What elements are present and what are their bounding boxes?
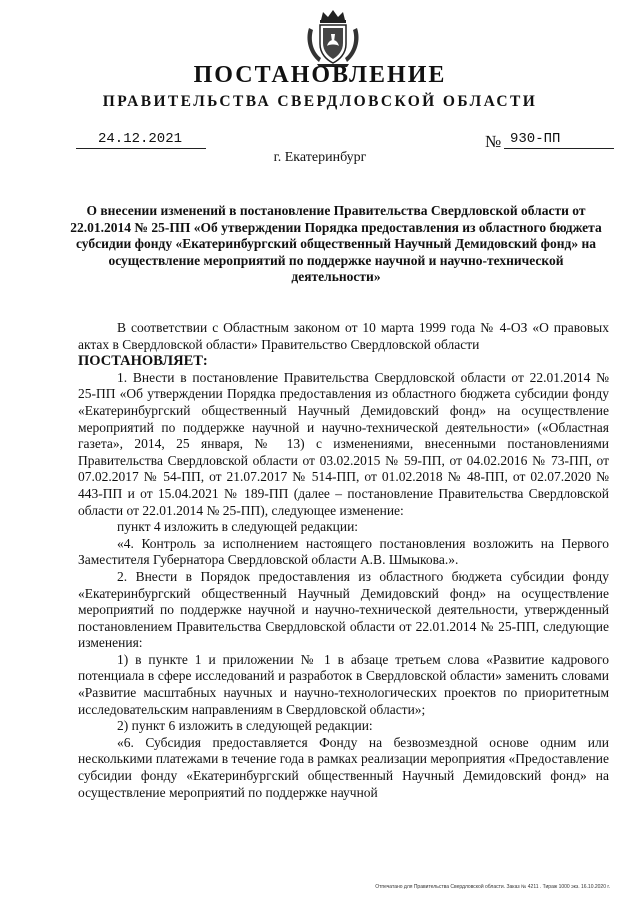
body-paragraph-6: 2) пункт 6 изложить в следующей редакции: [117, 718, 373, 734]
body-paragraph-4: 2. Внести в Порядок предоставления из областного бюджета субсидии фонду «Екатеринбургский общественный Научный Демидовский фонд» на осуществление мероприятий по поддержке научной и научно-технической деятельности, утвержденный постановлением Правительства Свердловской области от 22.01.2014 № 25-ПП, следующие изменения: [78, 568, 609, 651]
document-title: ПОСТАНОВЛЕНИЕ [193, 62, 447, 88]
body-paragraph-3: «4. Контроль за исполнением настоящего постановления возложить на Первого Заместителя Губернатора Свердловской области А.В. Шмыкова.». [78, 535, 609, 568]
body-paragraph-2: пункт 4 изложить в следующей редакции: [117, 519, 359, 535]
document-body [78, 320, 609, 801]
document-subtitle: ПРАВИТЕЛЬСТВА СВЕРДЛОВСКОЙ ОБЛАСТИ [102, 93, 538, 110]
body-paragraph-7: «6. Субсидия предоставляется Фонду на безвозмездной основе одним или несколькими платежами в течение года в рамках реализации мероприятия «Предоставление субсидии фонду «Екатеринбургский общественный Научный Демидовский фонд» на осуществление мероприятий по поддержке научной [78, 734, 609, 800]
document-city: г. Екатеринбург [273, 150, 367, 165]
print-footer: Отпечатано для Правительства Свердловской области. Заказ № 4211 . Тираж 1000 экз. 16.10.2020 г. [375, 884, 610, 890]
document-subject: О внесении изменений в постановление Правительства Свердловской области от 22.01.2014 № 25-ПП «Об утверждении Порядка предоставления из областного бюджета субсидии фонду «Екатеринбургский общественный Научный Демидовский фонд» на осуществление мероприятий по поддержке научной и научно-технической деятельности» [70, 203, 602, 284]
body-paragraph-5: 1) в пункте 1 и приложении № 1 в абзаце третьем слова «Развитие кадрового потенциала в сфере исследований и разработок в Свердловской области» заменить словами «Развитие масштабных научных и научно-технологических проектов по приоритетным исследовательским направлениям в Свердловской области»; [78, 651, 609, 717]
body-intro: В соответствии с Областным законом от 10 марта 1999 года № 4-ОЗ «О правовых актах в Свердловской области» Правительство Свердловской области [78, 320, 609, 352]
document-number: 930-ПП [504, 131, 614, 149]
body-paragraph-1: 1. Внести в постановление Правительства Свердловской области от 22.01.2014 № 25-ПП «Об утверждении Порядка предоставления из областного бюджета субсидии фонду «Екатеринбургский общественный Научный Демидовский фонд» на осуществление мероприятий по поддержке научной и научно-технической деятельности» («Областная газета», 2014, 25 января, № 13) с изменениями, внесенными постановлениями Правительства Свердловской области от 03.02.2015 № 59-ПП, от 04.02.2016 № 73-ПП, от 07.02.2017 № 54-ПП, от 21.07.2017 № 514-ПП, от 01.02.2018 № 48-ПП, от 02.07.2020 № 443-ПП и от 15.04.2021 № 189-ПП (далее – постановление Правительства Свердловской области от 22.01.2014 № 25-ПП), следующее изменение: [78, 369, 609, 518]
coat-of-arms-icon [303, 8, 363, 68]
decree-heading: ПОСТАНОВЛЯЕТ: [78, 353, 208, 370]
document-date: 24.12.2021 [76, 131, 206, 149]
number-label: № [485, 132, 502, 151]
